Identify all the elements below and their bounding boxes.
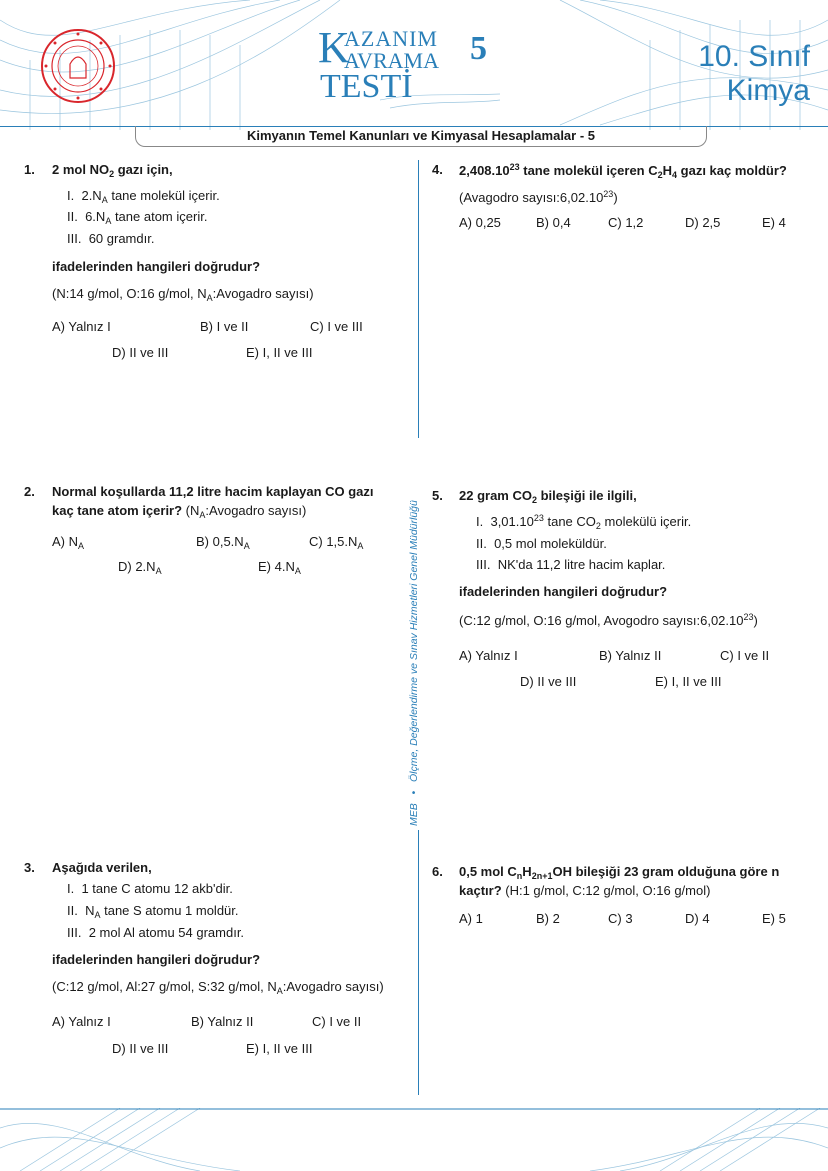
- option-a[interactable]: A) $N_A$: [52, 534, 85, 551]
- statement-1: I. $2.N_A$ tane molekül içerir.: [67, 188, 220, 205]
- option-a[interactable]: A) Yalnız I: [52, 1014, 111, 1029]
- bullet-separator: •: [408, 790, 420, 795]
- meb-seal-logo: [40, 28, 116, 104]
- question-stem: 2 mol $NO_2$ gazı için,: [52, 162, 173, 179]
- question-stem-line2: kaç tane atom içerir? ($N_A:Avogadro$ sayısı): [52, 503, 307, 520]
- question-prompt: ifadelerinden hangileri doğrudur?: [52, 952, 261, 967]
- option-d[interactable]: D) II ve III: [520, 674, 577, 689]
- option-e[interactable]: E) I, II ve III: [246, 1041, 313, 1056]
- logo-line1: AZANIM: [344, 26, 438, 51]
- option-d[interactable]: D) 2,5: [685, 215, 721, 230]
- question-prompt: ifadelerinden hangileri doğrudur?: [52, 259, 261, 274]
- option-e[interactable]: E) 4: [762, 215, 786, 230]
- option-c[interactable]: C) 1,2: [608, 215, 644, 230]
- question-number: 6.: [432, 864, 443, 879]
- option-a[interactable]: A) Yalnız I: [52, 319, 111, 334]
- subject-label: Kimya: [726, 74, 810, 107]
- statement-2: II. $6.N_A$ tane atom içerir.: [67, 209, 208, 226]
- given-data: (N:14 g/mol, O:16 g/mol, $N_A:Avogadro$ sayısı): [52, 286, 314, 303]
- option-e[interactable]: E) I, II ve III: [246, 345, 313, 360]
- option-b[interactable]: B) Yalnız II: [191, 1014, 254, 1029]
- given-data: (Avagodro sayısı:6,02.10$^{23}$): [459, 189, 618, 205]
- option-e[interactable]: E) I, II ve III: [655, 674, 722, 689]
- option-c[interactable]: C) I ve II: [312, 1014, 362, 1029]
- option-b[interactable]: B) $0,5.N_A$: [196, 534, 250, 551]
- footer-wave-pattern: [0, 1108, 828, 1171]
- logo-line3: TESTİ: [320, 68, 413, 105]
- topic-title: Kimyanın Temel Kanunları ve Kimyasal Hesaplamalar - 5: [135, 126, 707, 147]
- option-c[interactable]: C) I ve II: [720, 648, 770, 663]
- department-label: Ölçme, Değerlendirme ve Sınav Hizmetleri Genel Müdürlüğü: [408, 500, 420, 783]
- test-number: 5: [470, 30, 487, 67]
- option-a[interactable]: A) 0,25: [459, 215, 501, 230]
- statement-3: III. 2 mol Al atomu 54 gramdır.: [67, 925, 245, 940]
- logo-letter: K: [318, 23, 350, 72]
- given-data: (C:12 g/mol, O:16 g/mol, Avogodro sayısı:6,02.10$^{23}$): [459, 612, 758, 628]
- option-e[interactable]: E) 5: [762, 911, 786, 926]
- statement-3: III. 60 gramdır.: [67, 231, 155, 246]
- question-stem: 2,408.10$^{23}$ tane molekül içeren $C_2H_4$ gazı kaç moldür?: [459, 162, 787, 180]
- given-data: (C:12 g/mol, Al:27 g/mol, S:32 g/mol, $N_A:Avogadro$ sayısı): [52, 979, 384, 996]
- statement-2: II. 0,5 mol moleküldür.: [476, 536, 607, 551]
- question-prompt: ifadelerinden hangileri doğrudur?: [459, 584, 668, 599]
- question-stem: 22 gram $CO_2$ bileşiği ile ilgili,: [459, 488, 637, 505]
- option-d[interactable]: D) $2.N_A$: [118, 559, 162, 576]
- option-d[interactable]: D) II ve III: [112, 1041, 169, 1056]
- option-d[interactable]: D) II ve III: [112, 345, 169, 360]
- option-c[interactable]: C) I ve III: [310, 319, 363, 334]
- option-b[interactable]: B) Yalnız II: [599, 648, 662, 663]
- grade-label: 10. Sınıf: [698, 40, 810, 73]
- question-stem: Normal koşullarda 11,2 litre hacim kaplayan CO gazı: [52, 484, 374, 499]
- question-number: 5.: [432, 488, 443, 503]
- option-e[interactable]: E) $4.N_A$: [258, 559, 301, 576]
- question-number: 2.: [24, 484, 35, 499]
- option-c[interactable]: C) $1,5.N_A$: [309, 534, 364, 551]
- question-number: 4.: [432, 162, 443, 177]
- column-divider: [418, 830, 419, 1095]
- option-b[interactable]: B) I ve II: [200, 319, 249, 334]
- column-divider: [418, 160, 419, 438]
- option-b[interactable]: B) 0,4: [536, 215, 571, 230]
- statement-3: III. NK'da 11,2 litre hacim kaplar.: [476, 557, 666, 572]
- option-a[interactable]: A) 1: [459, 911, 483, 926]
- question-stem: 0,5 mol $C_nH_{2n+1}OH$ bileşiği 23 gram olduğuna göre n: [459, 864, 780, 881]
- option-d[interactable]: D) 4: [685, 911, 710, 926]
- meb-label: MEB: [408, 803, 420, 826]
- statement-2: II. $N_A$ tane S atomu 1 moldür.: [67, 903, 239, 920]
- question-stem: Aşağıda verilen,: [52, 860, 152, 875]
- option-a[interactable]: A) Yalnız I: [459, 648, 518, 663]
- statement-1: I. 3,01.10$^{23}$ tane $CO_2$ molekülü içerir.: [476, 513, 692, 531]
- question-number: 3.: [24, 860, 35, 875]
- sidebar-org-text: [408, 500, 420, 826]
- question-stem-line2: kaçtır? (H:1 g/mol, C:12 g/mol, O:16 g/mol): [459, 883, 711, 898]
- question-number: 1.: [24, 162, 35, 177]
- option-b[interactable]: B) 2: [536, 911, 560, 926]
- option-c[interactable]: C) 3: [608, 911, 633, 926]
- statement-1: I. 1 tane C atomu 12 akb'dir.: [67, 881, 233, 896]
- logo-line2: AVRAMA: [344, 48, 439, 73]
